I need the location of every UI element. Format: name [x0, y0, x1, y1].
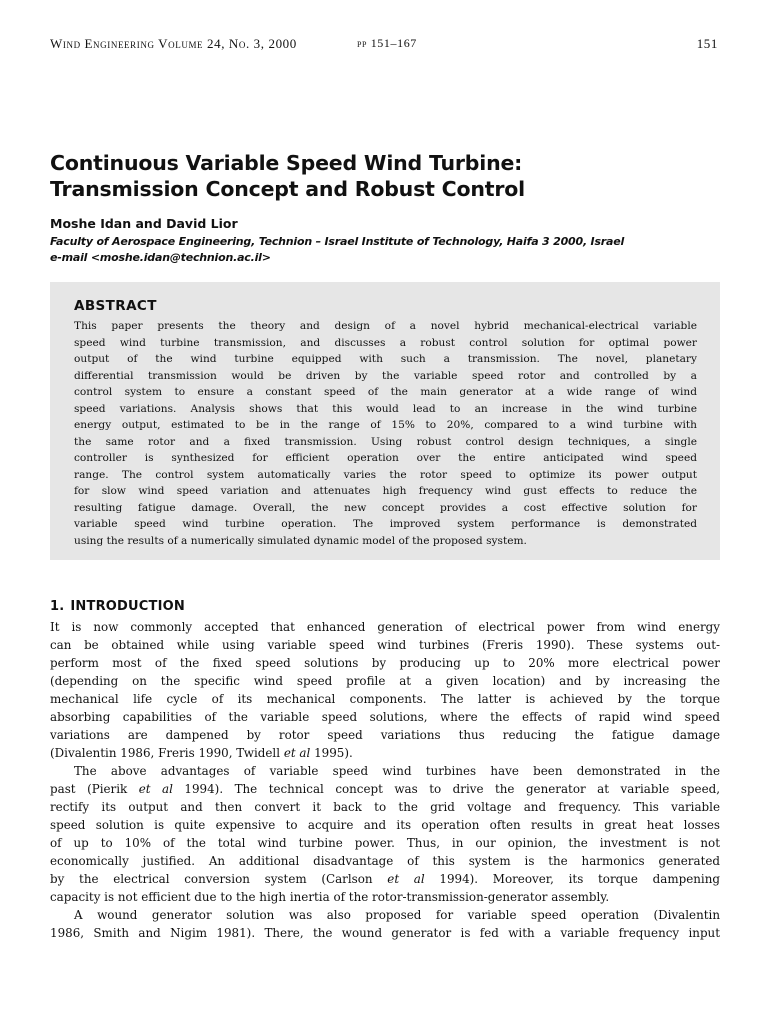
affiliation: [50, 234, 730, 266]
text-line: speed variations. Analysis shows that this would lead to an increase in the wind turbine: [74, 402, 697, 415]
page-range: pp 151–167: [357, 36, 417, 50]
section-heading-introduction: [50, 599, 185, 614]
author-list: Moshe Idan and David Lior: [50, 216, 238, 231]
text-line: mechanical life cycle of its mechanical components. The latter is achieved by the torque: [50, 692, 720, 706]
text-line: controller is synthesized for efficient operation over the entire anticipated wind speed: [74, 452, 697, 464]
text-line: output of the wind turbine equipped with such a transmission. The novel, planetary: [74, 353, 697, 365]
title-line: Transmission Concept and Robust Control: [50, 177, 525, 201]
text-line: variable speed wind turbine operation. The improved system performance is demonstrated: [74, 518, 697, 530]
text-line: A wound generator solution was also proposed for variable speed operation (Divalentin: [74, 908, 720, 922]
text-line: The above advantages of variable speed wind turbines have been demonstrated in the: [74, 764, 720, 778]
text-line: by the electrical conversion system (Carlson et al 1994). Moreover, its torque dampening: [50, 872, 721, 886]
text-line: variations are dampened by rotor speed variations thus reducing the fatigue damage: [50, 728, 720, 742]
text-line: of up to 10% of the total wind turbine power. Thus, in our opinion, the investment is not: [50, 836, 720, 850]
paper-title: [50, 150, 730, 202]
abstract-heading: ABSTRACT: [74, 298, 157, 314]
abstract-body: [74, 318, 697, 549]
text-line: resulting fatigue damage. Overall, the new concept provides a cost effective solution for: [74, 501, 697, 514]
page-number: 151: [696, 36, 718, 51]
text-line: capacity is not efficient due to the high inertia of the rotor-transmission-generator assembly.: [50, 890, 610, 904]
text-line: economically justified. An additional disadvantage of this system is the harmonics generated: [50, 854, 720, 868]
text-line: for slow wind speed variation and attenuates high frequency wind gust effects to reduce the: [74, 485, 697, 497]
text-line: energy output, estimated to be in the range of 15% to 20%, compared to a wind turbine with: [74, 419, 697, 431]
text-line: control system to ensure a constant speed of the main generator at a wide range of wind: [74, 386, 697, 398]
text-line: perform most of the fixed speed solutions by producing up to 20% more electrical power: [50, 656, 720, 670]
text-line: using the results of a numerically simulated dynamic model of the proposed system.: [74, 534, 527, 547]
text-line: the same rotor and a fixed transmission. Using robust control design techniques, a single: [74, 435, 697, 448]
section-title: INTRODUCTION: [70, 599, 185, 614]
text-line: (depending on the specific wind speed profile at a given location) and by increasing the: [50, 674, 720, 688]
text-line: absorbing capabilities of the variable speed solutions, where the effects of rapid wind speed: [50, 710, 720, 724]
text-line: range. The control system automatically varies the rotor speed to optimize its power output: [74, 468, 697, 481]
text-line: rectify its output and then convert it back to the grid voltage and frequency. This variable: [50, 800, 720, 814]
text-line: speed solution is quite expensive to acquire and its operation often results in great heat losses: [50, 818, 720, 832]
text-line: past (Pierik et al 1994). The technical concept was to drive the generator at variable speed,: [50, 782, 721, 796]
text-line: speed wind turbine transmission, and discusses a robust control solution for optimal power: [74, 336, 697, 349]
text-line: This paper presents the theory and design of a novel hybrid mechanical-electrical variable: [74, 320, 697, 332]
email-line: e-mail <moshe.idan@technion.ac.il>: [50, 251, 271, 264]
text-line: can be obtained while using variable speed wind turbines (Freris 1990). These systems out-: [50, 638, 720, 652]
introduction-body: [50, 618, 720, 942]
text-line: It is now commonly accepted that enhanced generation of electrical power from wind energy: [50, 620, 720, 634]
text-line: differential transmission would be driven by the variable speed rotor and controlled by a: [74, 369, 697, 382]
title-line: Continuous Variable Speed Wind Turbine:: [50, 151, 523, 175]
affiliation-line: Faculty of Aerospace Engineering, Technion – Israel Institute of Technology, Haifa 3 2000, Israel: [50, 235, 625, 248]
running-head: [50, 36, 718, 52]
text-line: 1986, Smith and Nigim 1981). There, the wound generator is fed with a variable frequency input: [50, 926, 720, 940]
abstract-box: [50, 282, 720, 560]
text-line: (Divalentin 1986, Freris 1990, Twidell et al 1995).: [50, 746, 353, 760]
journal-citation: Wind Engineering Volume 24, No. 3, 2000: [50, 36, 297, 51]
section-number: 1.: [50, 599, 65, 614]
